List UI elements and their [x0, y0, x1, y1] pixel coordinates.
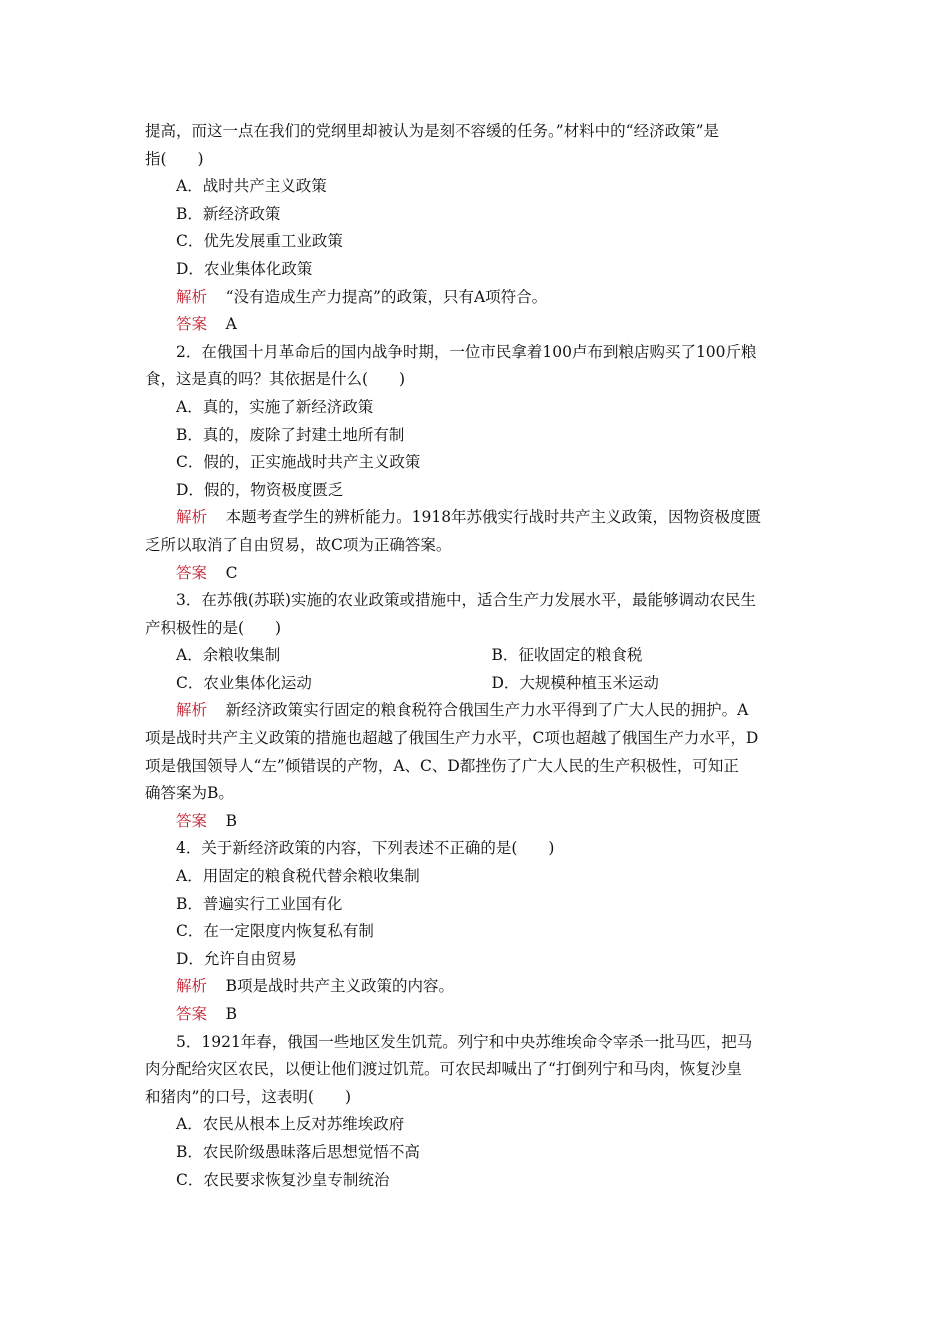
analysis-label: 解析 [176, 287, 208, 306]
question-1 [145, 118, 807, 339]
answer-line [145, 1001, 807, 1029]
option-a: A．余粮收集制 [176, 646, 281, 665]
option-d: D．农业集体化政策 [176, 259, 313, 278]
analysis-line [145, 973, 807, 1001]
answer-label: 答案 [176, 563, 208, 582]
analysis-line [145, 504, 807, 532]
option-b: B．征收固定的粮食税 [491, 646, 643, 665]
analysis-line [145, 697, 807, 725]
option-b: B．农民阶级愚昧落后思想觉悟不高 [176, 1142, 420, 1161]
analysis-text: B项是战时共产主义政策的内容。 [225, 977, 455, 996]
question-stem-line: 提高，而这一点在我们的党纲里却被认为是刻不容缓的任务。”材料中的“经济政策”是 [145, 122, 720, 140]
option-d: D．大规模种植玉米运动 [491, 673, 659, 692]
option-c: C．优先发展重工业政策 [176, 232, 343, 251]
option-b: B．普遍实行工业国有化 [176, 894, 343, 913]
analysis-label: 解析 [176, 508, 208, 527]
question-stem-line: 2．在俄国十月革命后的国内战争时期，一位市民拿着100卢布到粮店购买了100斤粮 [176, 342, 757, 361]
question-stem-line: 5．1921年春，俄国一些地区发生饥荒。列宁和中央苏维埃命令宰杀一批马匹，把马 [176, 1032, 753, 1051]
question-stem-line: 4．关于新经济政策的内容，下列表述不正确的是( ) [176, 839, 555, 858]
option-d: D．允许自由贸易 [176, 949, 297, 968]
question-4 [145, 835, 807, 1028]
analysis-label: 解析 [176, 977, 208, 996]
answer-label: 答案 [176, 1005, 208, 1023]
analysis-text: 项是俄国领导人“左”倾错误的产物，A、C、D都挫伤了广大人民的生产积极性，可知正 [145, 756, 739, 775]
option-a: A．真的，实施了新经济政策 [176, 397, 374, 416]
option-b: B．真的，废除了封建土地所有制 [176, 425, 405, 444]
analysis-text: 项是战时共产主义政策的措施也超越了俄国生产力水平，C项也超越了俄国生产力水平，D [145, 729, 759, 748]
option-d: D．假的，物资极度匮乏 [176, 480, 344, 499]
question-stem-line: 3．在苏俄(苏联)实施的农业政策或措施中，适合生产力发展水平，最能够调动农民生 [176, 591, 756, 610]
option-a: A．用固定的粮食税代替余粮收集制 [176, 867, 420, 886]
question-stem-line: 和猪肉”的口号，这表明( ) [145, 1087, 352, 1106]
analysis-text: 乏所以取消了自由贸易，故C项为正确答案。 [145, 535, 452, 554]
analysis-text: 新经济政策实行固定的粮食税符合俄国生产力水平得到了广大人民的拥护。A [225, 701, 749, 720]
analysis-label: 解析 [176, 701, 208, 720]
answer-label: 答案 [176, 811, 208, 830]
option-a: A．战时共产主义政策 [176, 177, 327, 196]
document-page [145, 118, 807, 1194]
answer-value: C [225, 563, 238, 582]
option-c: C．农业集体化运动 [176, 673, 312, 692]
question-stem-line: 指( ) [145, 149, 204, 168]
question-stem-line: 食，这是真的吗？其依据是什么( ) [145, 370, 406, 389]
question-3 [145, 587, 807, 835]
option-a: A．农民从根本上反对苏维埃政府 [176, 1115, 405, 1134]
option-c: C．农民要求恢复沙皇专制统治 [176, 1170, 390, 1189]
question-2 [145, 339, 807, 587]
answer-value: A [225, 315, 237, 334]
answer-label: 答案 [176, 315, 208, 334]
option-b: B．新经济政策 [176, 204, 281, 223]
option-row [145, 670, 807, 698]
question-stem-line: 肉分配给灾区农民，以便让他们渡过饥荒。可农民却喊出了“打倒列宁和马肉，恢复沙皇 [145, 1060, 742, 1079]
option-c: C．在一定限度内恢复私有制 [176, 922, 374, 941]
option-c: C．假的，正实施战时共产主义政策 [176, 453, 421, 472]
answer-value: B [225, 811, 237, 830]
answer-value: B [225, 1005, 237, 1023]
option-row [145, 642, 807, 670]
question-5 [145, 1029, 807, 1195]
analysis-line [145, 284, 807, 312]
analysis-text: “没有造成生产力提高”的政策，只有A项符合。 [225, 287, 548, 306]
answer-line [145, 311, 807, 339]
analysis-text: 本题考查学生的辨析能力。1918年苏俄实行战时共产主义政策，因物资极度匮 [225, 508, 762, 527]
analysis-text: 确答案为B。 [145, 784, 234, 803]
answer-line [145, 560, 807, 588]
question-stem-line: 产积极性的是( ) [145, 618, 282, 637]
answer-line [145, 808, 807, 836]
